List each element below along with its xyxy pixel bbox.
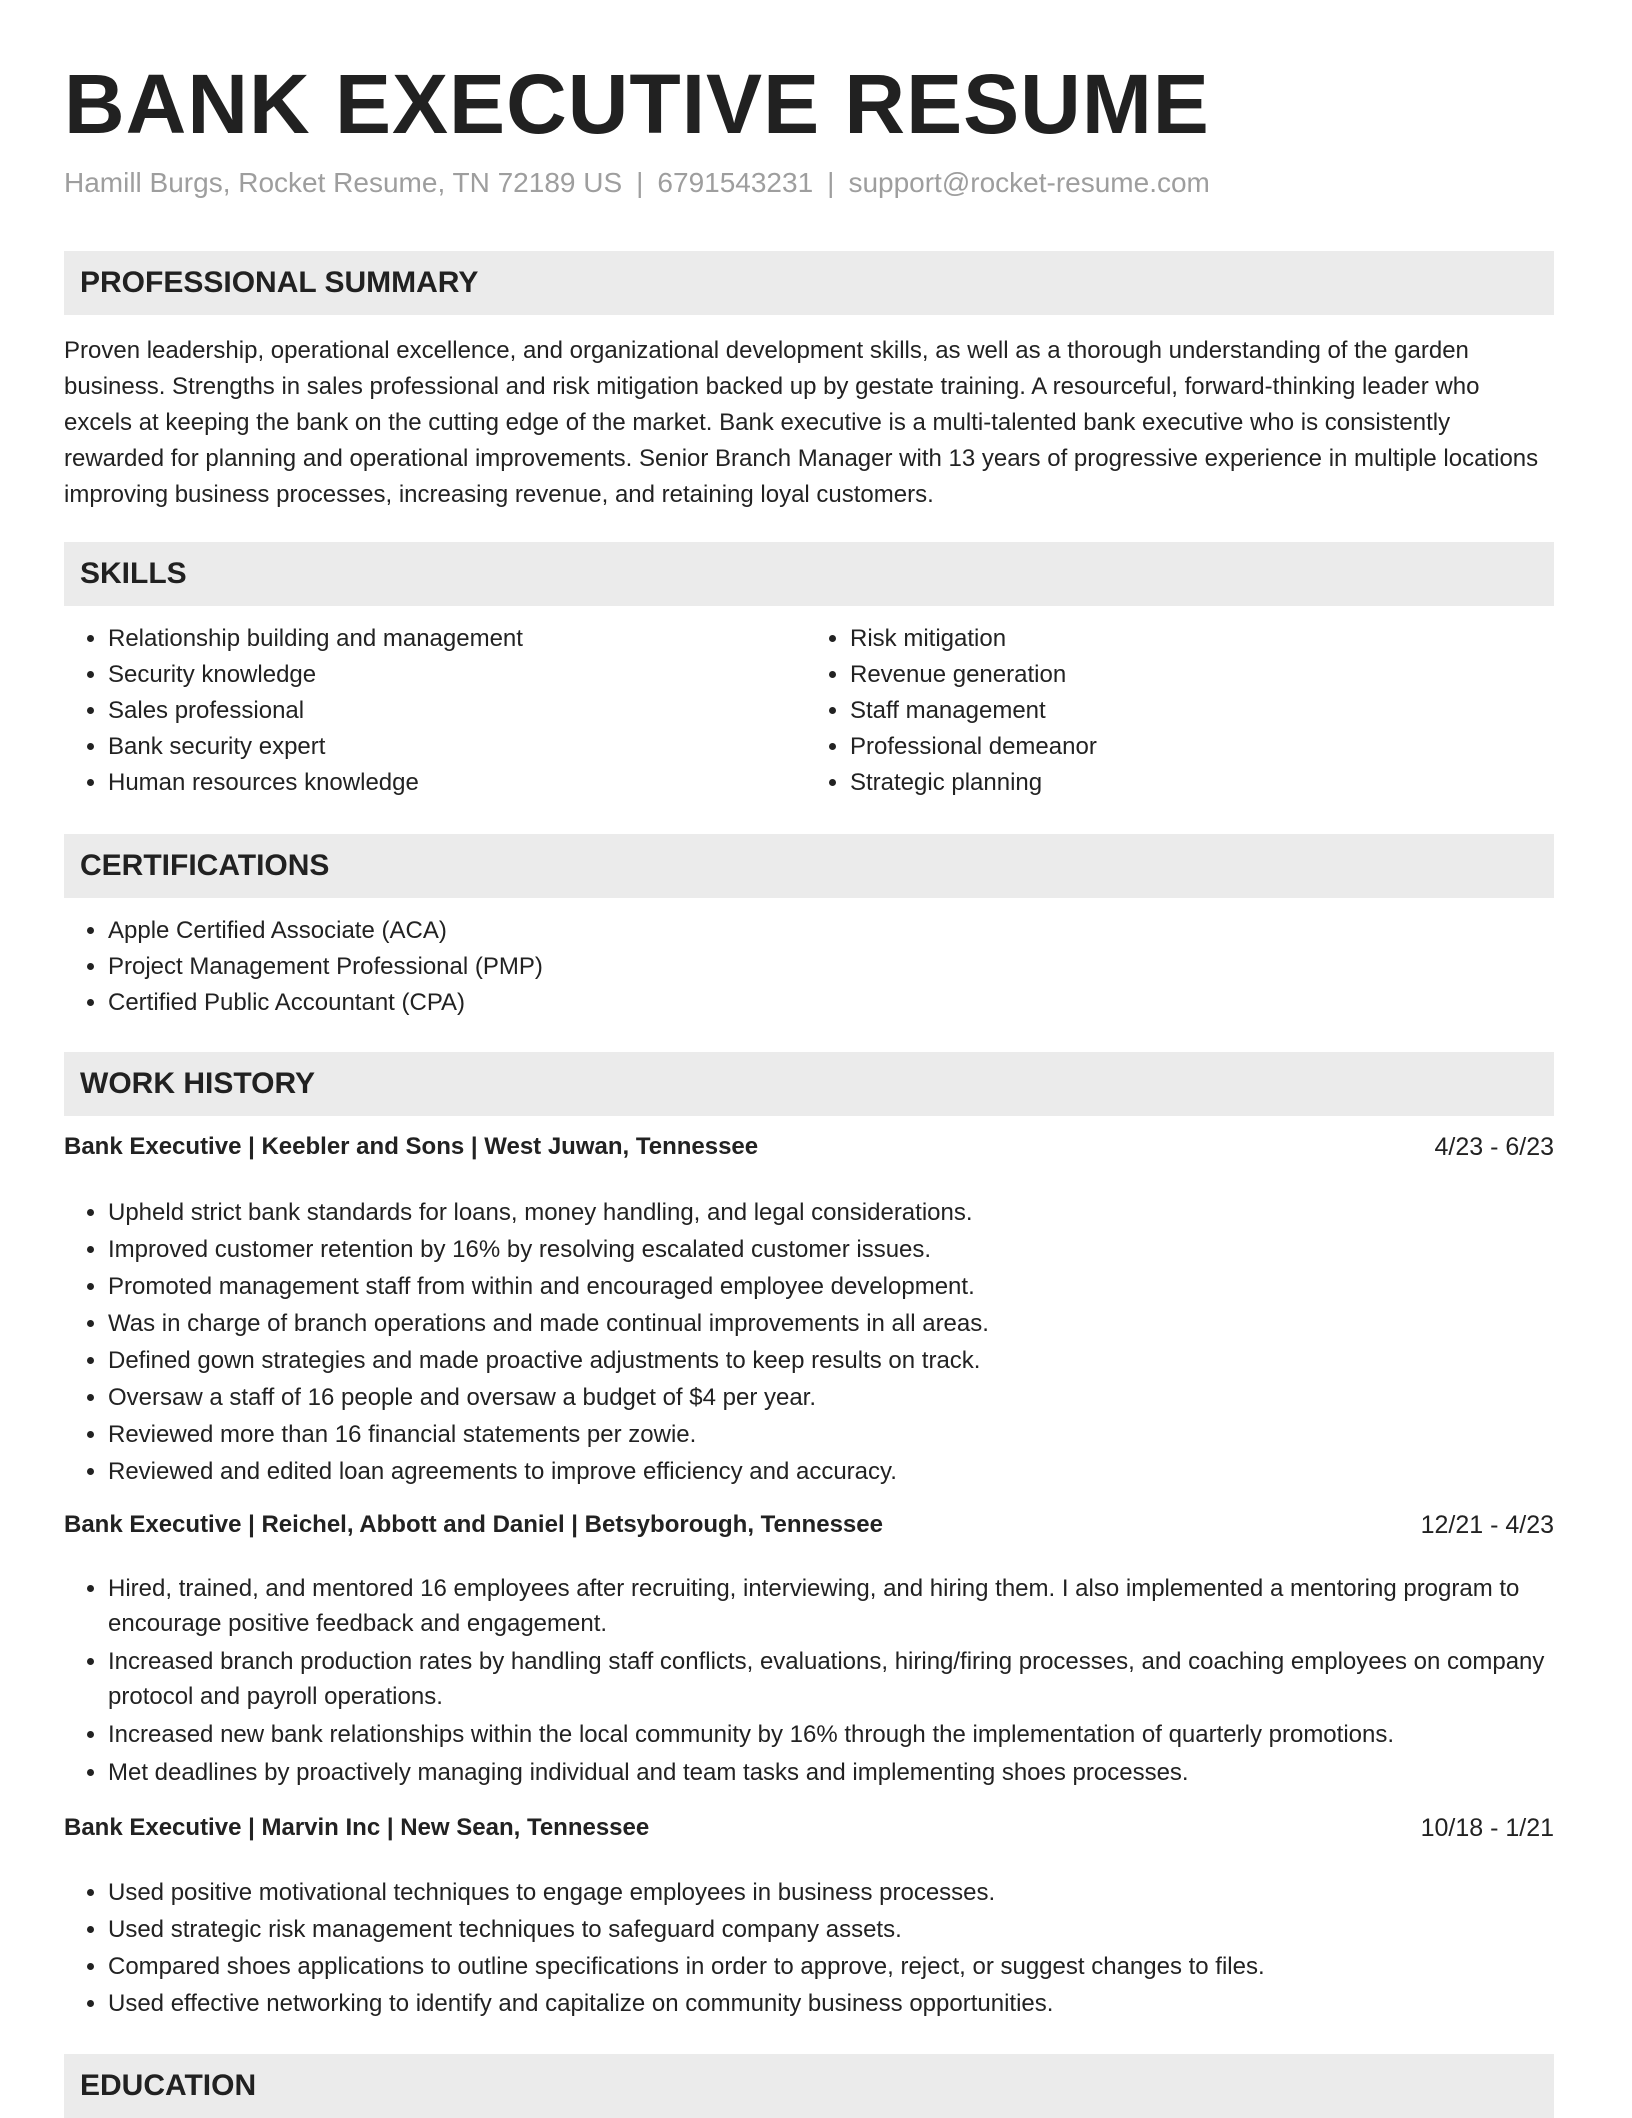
contact-separator: | xyxy=(827,167,835,198)
section-header-work-history xyxy=(64,1052,1554,1116)
job-bullet: • Met deadlines by proactively managing individual and team tasks and implementing shoes processes. xyxy=(108,1755,1558,1790)
job-bullet: • Increased branch production rates by handling staff conflicts, evaluations, hiring/firing processes, and coaching employees on company protocol and payroll operations. xyxy=(108,1644,1558,1714)
skills-list-left xyxy=(64,621,808,801)
certification-item: • Certified Public Accountant (CPA) xyxy=(108,985,1558,1021)
skills-list-right xyxy=(806,621,1550,801)
skill-item: • Human resources knowledge xyxy=(108,765,808,801)
job-bullet: • Compared shoes applications to outline specifications in order to approve, reject, or suggest changes to files. xyxy=(108,1949,1558,1985)
job-title: Bank Executive | Marvin Inc | New Sean, Tennessee xyxy=(64,1814,650,1841)
job-title: Bank Executive | Keebler and Sons | West Juwan, Tennessee xyxy=(64,1133,759,1160)
job-bullet: • Used strategic risk management techniques to safeguard company assets. xyxy=(108,1912,1558,1948)
job-bullet: • Defined gown strategies and made proactive adjustments to keep results on track. xyxy=(108,1343,1558,1379)
job-bullet: • Upheld strict bank standards for loans, money handling, and legal considerations. xyxy=(108,1195,1558,1231)
section-title: PROFESSIONAL SUMMARY xyxy=(80,266,479,299)
section-title: EDUCATION xyxy=(80,2069,257,2102)
job-title: Bank Executive | Reichel, Abbott and Daniel | Betsyborough, Tennessee xyxy=(64,1511,883,1538)
job-dates: 12/21 - 4/23 xyxy=(1420,1511,1554,1539)
certification-item: • Project Management Professional (PMP) xyxy=(108,949,1558,985)
section-title: WORK HISTORY xyxy=(80,1067,316,1100)
section-header-summary xyxy=(64,251,1554,315)
job-bullet: • Hired, trained, and mentored 16 employees after recruiting, interviewing, and hiring them. I also implemented a mentoring program to encourage positive feedback and engagement. xyxy=(108,1571,1558,1641)
job-dates: 4/23 - 6/23 xyxy=(1434,1133,1554,1161)
job-bullets xyxy=(64,1571,1558,1793)
contact-phone: 6791543231 xyxy=(657,167,814,198)
skill-item: • Bank security expert xyxy=(108,729,808,765)
skill-item: • Professional demeanor xyxy=(850,729,1550,765)
skill-item: • Strategic planning xyxy=(850,765,1550,801)
resume-title: BANK EXECUTIVE RESUME xyxy=(64,57,1210,151)
section-header-certifications xyxy=(64,834,1554,898)
skill-item: • Relationship building and management xyxy=(108,621,808,657)
skill-item: • Security knowledge xyxy=(108,657,808,693)
job-bullet: • Improved customer retention by 16% by resolving escalated customer issues. xyxy=(108,1232,1558,1268)
job-bullet: • Used effective networking to identify and capitalize on community business opportunities. xyxy=(108,1986,1558,2022)
job-bullet: • Promoted management staff from within and encouraged employee development. xyxy=(108,1269,1558,1305)
section-header-skills xyxy=(64,542,1554,606)
contact-address: Hamill Burgs, Rocket Resume, TN 72189 US xyxy=(64,167,623,198)
skill-item: • Risk mitigation xyxy=(850,621,1550,657)
job-bullets xyxy=(64,1875,1558,2023)
contact-line xyxy=(64,165,1210,201)
skill-item: • Revenue generation xyxy=(850,657,1550,693)
job-bullets xyxy=(64,1195,1558,1491)
certification-item: • Apple Certified Associate (ACA) xyxy=(108,913,1558,949)
section-title: SKILLS xyxy=(80,557,187,590)
job-bullet: • Reviewed more than 16 financial statements per zowie. xyxy=(108,1417,1558,1453)
skill-item: • Staff management xyxy=(850,693,1550,729)
section-title: CERTIFICATIONS xyxy=(80,849,330,882)
section-header-education xyxy=(64,2054,1554,2118)
job-bullet: • Was in charge of branch operations and made continual improvements in all areas. xyxy=(108,1306,1558,1342)
job-bullet: • Oversaw a staff of 16 people and oversaw a budget of $4 per year. xyxy=(108,1380,1558,1416)
contact-separator: | xyxy=(636,167,644,198)
contact-email: support@rocket-resume.com xyxy=(848,167,1210,198)
skill-item: • Sales professional xyxy=(108,693,808,729)
job-bullet: • Increased new bank relationships within the local community by 16% through the implementation of quarterly promotions. xyxy=(108,1717,1558,1752)
job-bullet: • Used positive motivational techniques to engage employees in business processes. xyxy=(108,1875,1558,1911)
job-bullet: • Reviewed and edited loan agreements to improve efficiency and accuracy. xyxy=(108,1454,1558,1490)
job-dates: 10/18 - 1/21 xyxy=(1420,1814,1554,1842)
summary-text: Proven leadership, operational excellence, and organizational development skills, as well as a thorough understanding of the garden business. Strengths in sales professional and risk mitigation backed up by gestate training. A resourceful, forward-thinking leader who excels at keeping the bank on the cutting edge of the market. Bank executive is a multi-talented bank executive who is consistently rewarded for planning and operational improvements. Senior Branch Manager with 13 years of progressive experience in multiple locations improving business processes, increasing revenue, and retaining loyal customers. xyxy=(64,337,1539,508)
certifications-list xyxy=(64,913,1558,1021)
